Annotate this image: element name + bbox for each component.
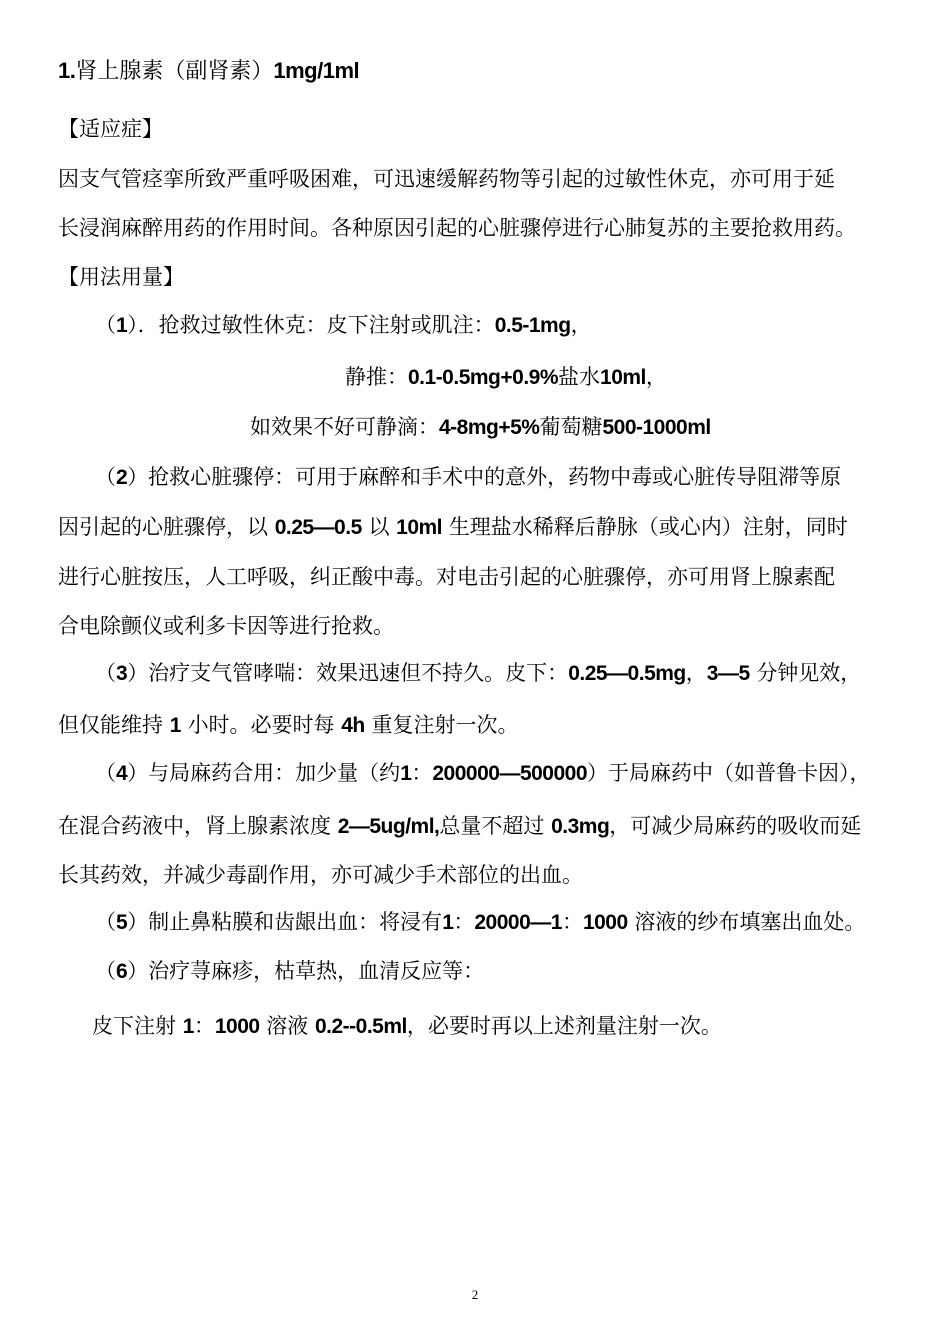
item-2-line-2-b: 以 [368, 515, 390, 539]
item-5-colon-1: ： [453, 910, 475, 934]
item-3-interval: 4h [341, 714, 365, 737]
item-3-open-paren: （ [95, 661, 116, 685]
item-4-max-dose: 0.3mg [551, 815, 610, 838]
item-4-line-2-c: ，可减少局麻药的吸收而延 [609, 814, 862, 838]
item-2-text: ）抢救心脏骤停：可用于麻醉和手术中的意外，药物中毒或心脏传导阻滞等原 [127, 465, 842, 489]
item-3-hours: 1 [169, 714, 181, 737]
item-4-tail: ）于局麻药中（如普鲁卡因）， [587, 761, 871, 785]
item-1-iv-saline: 盐水 [558, 365, 601, 389]
item-1-drip-glucose: 葡萄糖 [539, 415, 603, 439]
item-4-ratio-b: 200000—500000 [432, 762, 588, 785]
dosage-item-1-iv [345, 362, 667, 393]
item-6-ratio-a: 1 [182, 1015, 194, 1038]
dosage-item-3-line-2 [58, 710, 518, 741]
dosage-item-5 [95, 907, 865, 938]
item-4-ratio-a: 1 [400, 762, 412, 785]
item-4-number: 4 [116, 762, 128, 785]
title-drug-name: 肾上腺素（副肾素） [75, 59, 274, 84]
item-6-dose: 0.2--0.5ml [314, 1015, 407, 1038]
item-5-text: ）制止鼻粘膜和齿龈出血：将浸有 [127, 910, 443, 934]
item-6-line-2-c: ，必要时再以上述剂量注射一次。 [406, 1014, 722, 1038]
item-3-line-2-c: 重复注射一次。 [371, 713, 519, 737]
item-1-drip-label: 如效果不好可静滴： [250, 415, 439, 439]
item-3-comma: ， [685, 661, 707, 685]
item-2-volume: 10ml [396, 516, 443, 539]
item-6-line-2-b: 溶液 [266, 1014, 309, 1038]
item-1-text: ）．抢救过敏性休克：皮下注射或肌注： [127, 313, 495, 337]
dosage-item-6-line-1 [95, 956, 484, 987]
item-3-line-2-b: 小时。必要时每 [187, 713, 335, 737]
dosage-item-4-line-3: 长其药效，并减少毒副作用，亦可减少手术部位的出血。 [58, 863, 583, 887]
item-5-tail: 溶液的纱布填塞出血处。 [634, 910, 866, 934]
item-6-ratio-b: 1000 [214, 1015, 260, 1038]
item-3-dose: 0.25—0.5mg [568, 662, 686, 685]
item-3-minutes: 3—5 [706, 662, 750, 685]
dosage-item-1-drip [250, 412, 711, 443]
item-1-dose: 0.5-1mg [494, 314, 571, 337]
item-5-colon-2: ： [561, 910, 583, 934]
dosage-item-1 [95, 310, 592, 341]
dosage-item-2-line-4: 合电除颤仪或利多卡因等进行抢救。 [58, 614, 394, 638]
item-5-ratio-a: 1 [442, 911, 454, 934]
item-6-open-paren: （ [95, 959, 116, 983]
dosage-item-2-line-3: 进行心脏按压，人工呼吸，纠正酸中毒。对电击引起的心脏骤停，亦可用肾上腺素配 [58, 565, 835, 589]
item-3-tail: 分钟见效， [756, 661, 862, 685]
item-2-number: 2 [116, 466, 128, 489]
item-1-drip-dose: 4-8mg+5% [439, 416, 540, 439]
indications-heading: 【适应症】 [58, 117, 163, 141]
dosage-item-4-line-2 [58, 811, 861, 842]
item-4-text: ）与局麻药合用：加少量（约 [127, 761, 401, 785]
item-4-open-paren: （ [95, 761, 116, 785]
indications-line-1: 因支气管痉挛所致严重呼吸困难，可迅速缓解药物等引起的过敏性休克，亦可用于延 [58, 167, 835, 191]
item-5-open-paren: （ [95, 910, 116, 934]
item-2-dose: 0.25—0.5 [274, 516, 362, 539]
item-1-tail: ， [570, 313, 592, 337]
item-6-colon: ： [193, 1014, 215, 1038]
dosage-item-2-line-2 [58, 512, 848, 543]
item-3-number: 3 [116, 662, 128, 685]
title-strength: 1mg/1ml [273, 58, 360, 83]
item-1-iv-volume: 10ml [600, 366, 646, 389]
item-1-open-paren: （ [95, 313, 116, 337]
item-1-number: 1 [116, 314, 128, 337]
page-title [58, 56, 359, 87]
item-6-line-2-a: 皮下注射 [92, 1014, 176, 1038]
indications-line-2: 长浸润麻醉用药的作用时间。各种原因引起的心脏骤停进行心肺复苏的主要抢救用药。 [58, 216, 856, 240]
item-1-drip-volume: 500-1000ml [602, 416, 711, 439]
title-number: 1. [58, 58, 76, 83]
item-4-concentration: 2—5ug/ml, [337, 815, 440, 838]
item-2-open-paren: （ [95, 465, 116, 489]
item-2-line-2-a: 因引起的心脏骤停，以 [58, 515, 268, 539]
item-3-line-2-a: 但仅能维持 [58, 713, 163, 737]
item-1-iv-tail: ， [645, 365, 667, 389]
item-4-colon: ： [411, 761, 433, 785]
item-6-number: 6 [116, 960, 128, 983]
item-6-text: ）治疗荨麻疹，枯草热，血清反应等： [127, 959, 485, 983]
item-3-text: ）治疗支气管哮喘：效果迅速但不持久。皮下： [127, 661, 569, 685]
dosage-item-6-line-2 [92, 1011, 722, 1042]
item-1-iv-label: 静推： [345, 365, 408, 389]
dosage-heading: 【用法用量】 [58, 265, 184, 289]
item-5-ratio-c: 1000 [582, 911, 628, 934]
item-5-ratio-b: 20000—1 [474, 911, 562, 934]
item-4-line-2-a: 在混合药液中，肾上腺素浓度 [58, 814, 331, 838]
dosage-item-4-line-1 [95, 758, 871, 789]
item-2-line-2-c: 生理盐水稀释后静脉（或心内）注射，同时 [448, 515, 848, 539]
item-5-number: 5 [116, 911, 128, 934]
page-number: 2 [471, 1287, 479, 1302]
dosage-item-2-line-1 [95, 462, 841, 493]
item-4-line-2-b: 总量不超过 [439, 814, 545, 838]
item-1-iv-dose: 0.1-0.5mg+0.9% [408, 366, 559, 389]
dosage-item-3-line-1 [95, 658, 861, 689]
